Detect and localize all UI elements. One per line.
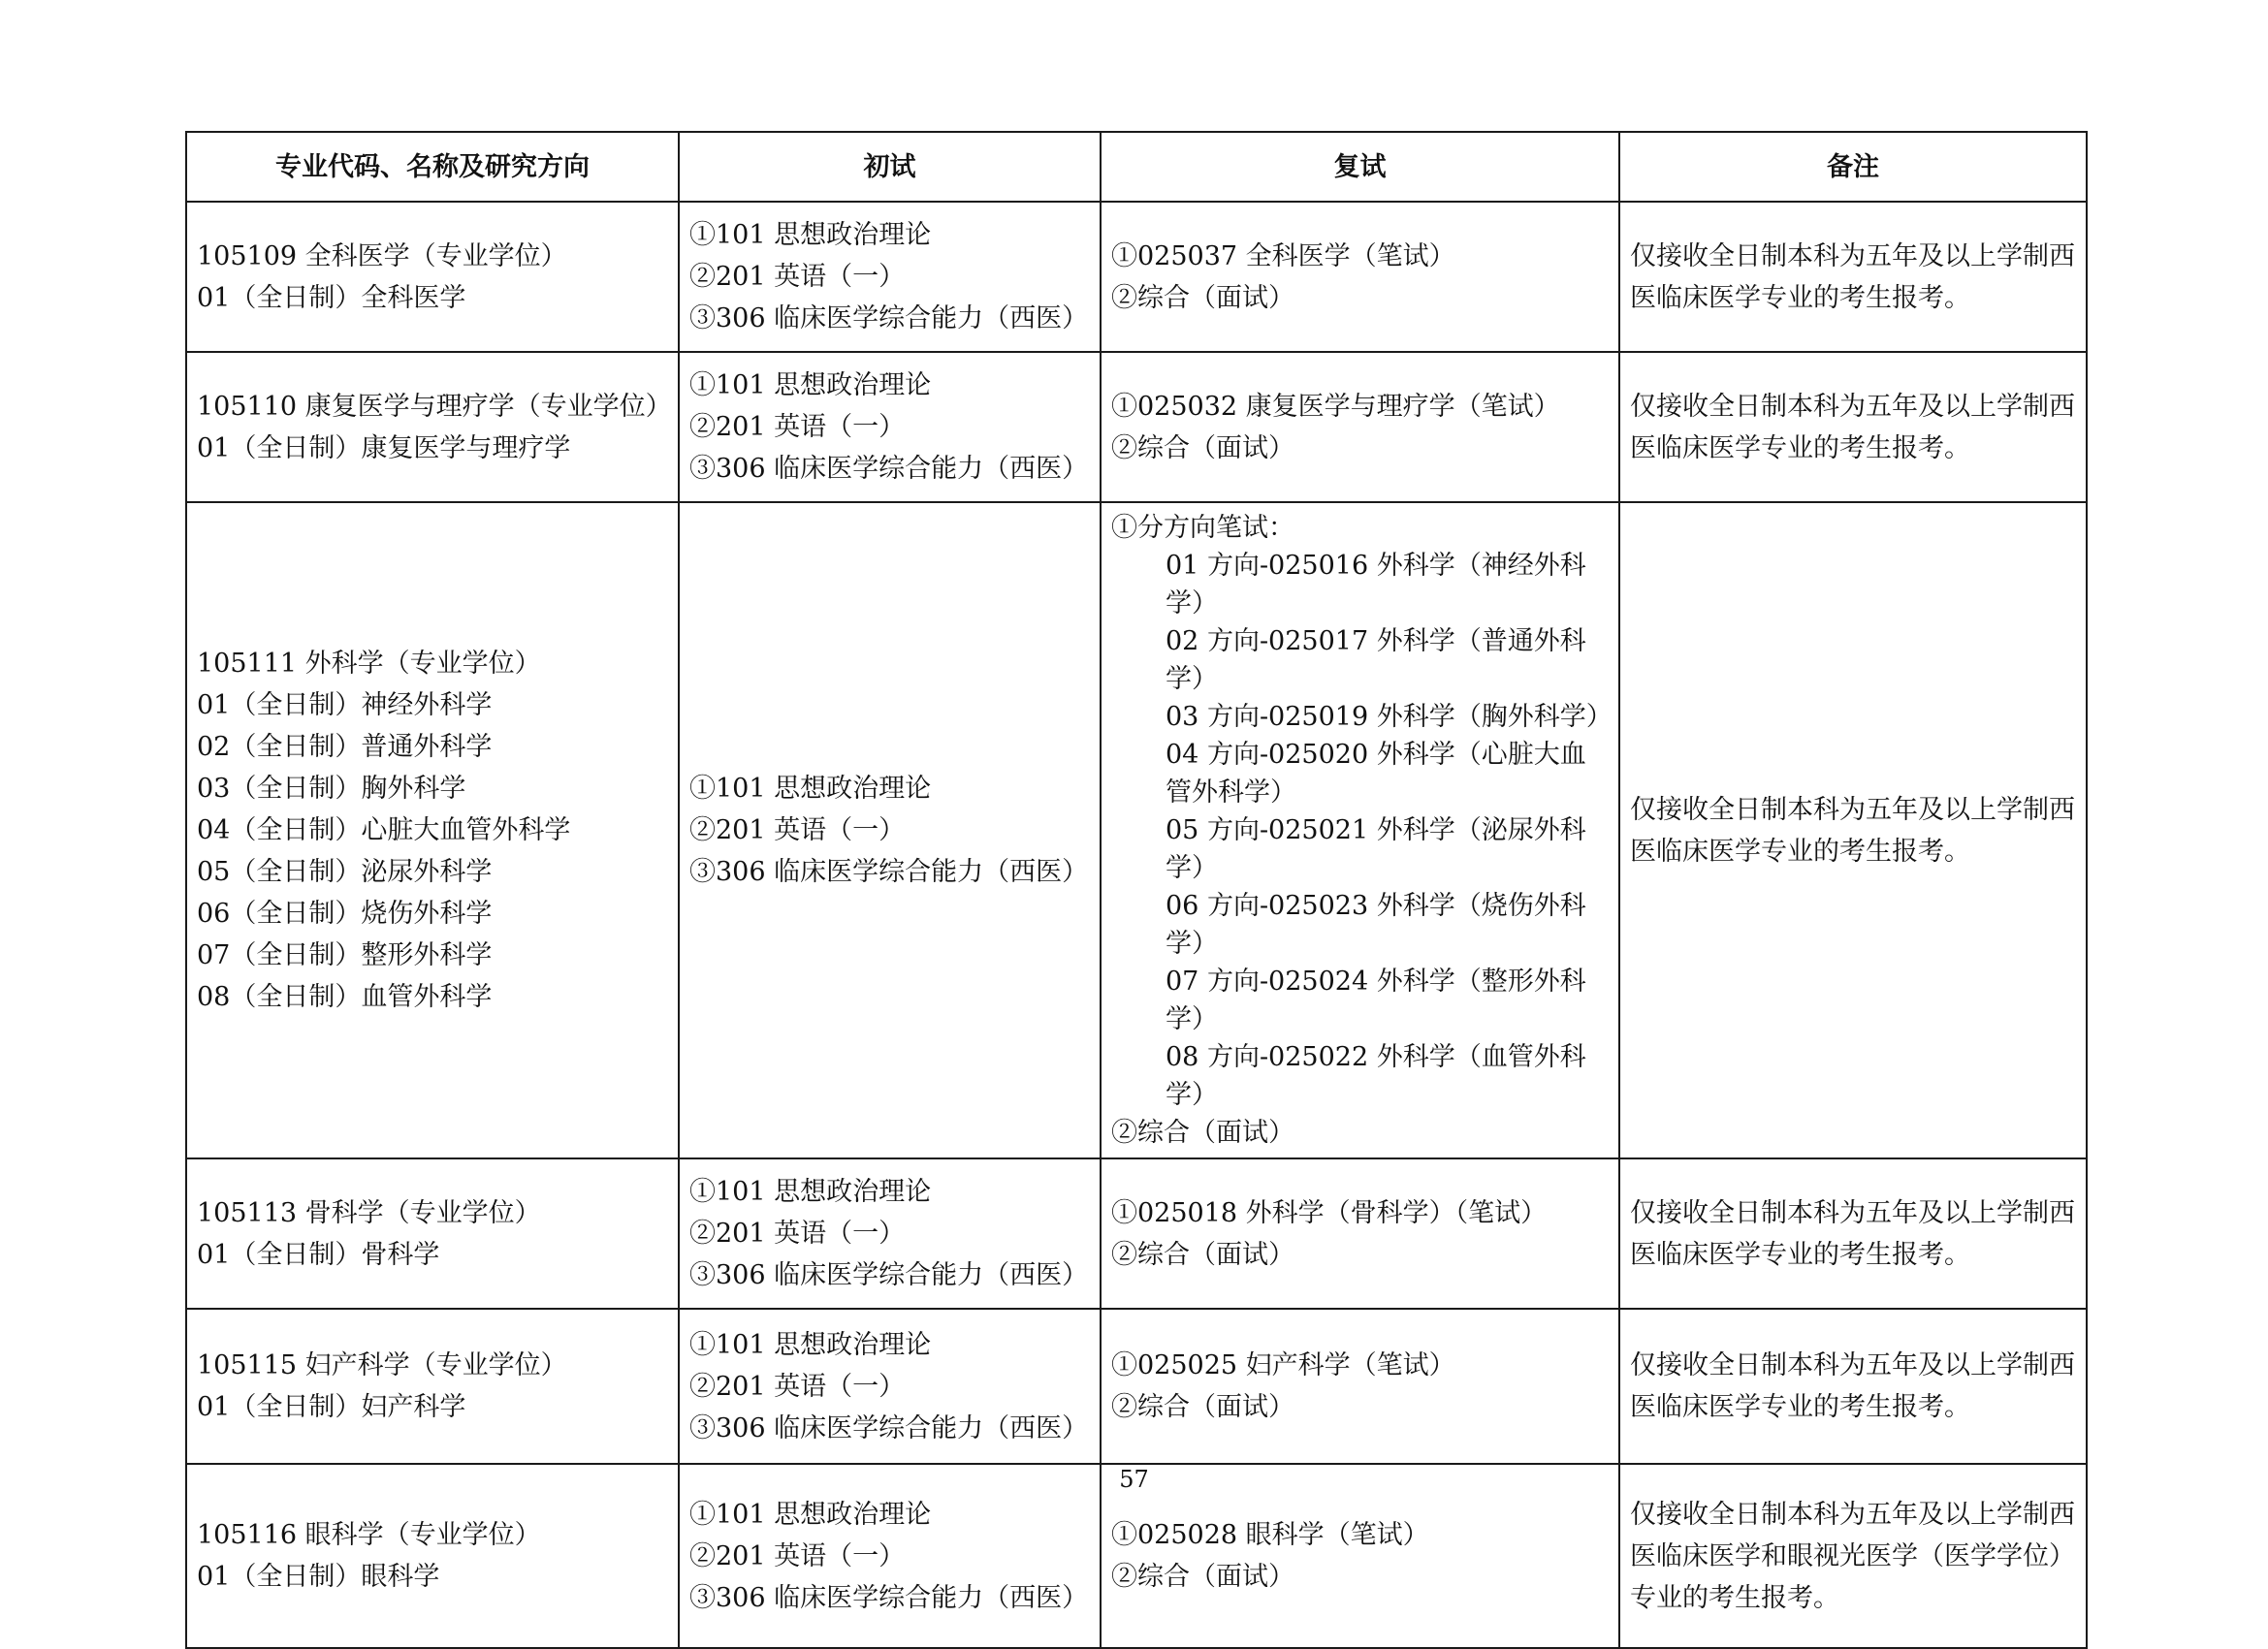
table-row [186,1309,2087,1464]
retest-cell [1101,1309,1619,1464]
major-title [197,236,668,277]
direction-item: 07（全日制）整形外科学 [197,940,493,970]
major-cell [186,202,679,352]
direction-item: 01（全日制）全科医学 [197,282,466,313]
retest-direction-item: 01 方向-025016 外科学（神经外科学） [1166,551,1586,618]
retest-direction-item: 07 方向-025024 外科学（整形外科学） [1166,967,1586,1034]
major-code: 105110 [197,391,298,422]
note-cell: 仅接收全日制本科为五年及以上学制西医临床医学专业的考生报考。 [1619,202,2087,352]
major-title [197,643,668,684]
major-cell [186,1309,679,1464]
exam-item: ③306 临床医学综合能力（西医） [689,1260,1089,1290]
retest-item: ②综合（面试） [1111,1562,1294,1592]
admission-table [185,131,2088,1649]
major-code: 105116 [197,1520,298,1550]
exam-cell [679,1158,1101,1309]
retest-item: ①025037 全科医学（笔试） [1111,240,1455,271]
major-title [197,1514,668,1556]
retest-item: ②综合（面试） [1111,1239,1294,1270]
retest-item: ②综合（面试） [1111,282,1294,313]
major-name: 骨科学（专业学位） [304,1197,541,1228]
note-cell: 仅接收全日制本科为五年及以上学制西医临床医学专业的考生报考。 [1619,1158,2087,1309]
major-cell [186,1158,679,1309]
direction-item: 03（全日制）胸外科学 [197,774,466,804]
exam-item: ②201 英语（一） [689,1371,906,1402]
major-name: 眼科学（专业学位） [304,1520,541,1550]
header-retest: 复试 [1101,132,1619,202]
exam-item: ③306 临床医学综合能力（西医） [689,1582,1089,1613]
retest-item: ①025025 妇产科学（笔试） [1111,1350,1455,1380]
exam-item: ②201 英语（一） [689,815,906,845]
major-cell [186,352,679,502]
retest-item: ①025032 康复医学与理疗学（笔试） [1111,391,1560,422]
retest-item: ②综合（面试） [1111,432,1294,463]
retest-direction-item: 03 方向-025019 外科学（胸外科学） [1166,702,1613,732]
exam-item: ②201 英语（一） [689,412,906,442]
exam-item: ③306 临床医学综合能力（西医） [689,454,1089,484]
page-number: 57 [1119,1466,1149,1493]
major-title [197,1345,668,1386]
retest-item: ①025018 外科学（骨科学）（笔试） [1111,1197,1548,1228]
header-row [186,132,2087,202]
major-name: 康复医学与理疗学（专业学位） [304,391,672,422]
major-code: 105111 [197,649,298,679]
exam-item: ①101 思想政治理论 [689,1499,932,1530]
direction-item: 01（全日制）眼科学 [197,1562,440,1592]
exam-item: ②201 英语（一） [689,262,906,292]
exam-cell [679,202,1101,352]
retest-cell [1101,202,1619,352]
retest-direction-item: 06 方向-025023 外科学（烧伤外科学） [1166,891,1586,959]
table-row [186,1158,2087,1309]
exam-cell [679,352,1101,502]
major-name: 妇产科学（专业学位） [304,1350,567,1380]
direction-item: 04（全日制）心脏大血管外科学 [197,815,571,845]
major-code: 105113 [197,1197,298,1228]
direction-item: 01（全日制）骨科学 [197,1239,440,1270]
exam-item: ③306 临床医学综合能力（西医） [689,303,1089,333]
retest-direction-item: 05 方向-025021 外科学（泌尿外科学） [1166,815,1586,883]
major-name: 外科学（专业学位） [304,649,541,679]
table-row [186,502,2087,1158]
exam-item: ①101 思想政治理论 [689,1177,932,1207]
exam-item: ③306 临床医学综合能力（西医） [689,857,1089,887]
table-row [186,352,2087,502]
major-cell [186,502,679,1158]
major-code: 105115 [197,1350,298,1380]
exam-item: ②201 英语（一） [689,1219,906,1249]
exam-item: ①101 思想政治理论 [689,1329,932,1360]
table-row [186,202,2087,352]
major-code: 105109 [197,240,298,271]
exam-item: ①101 思想政治理论 [689,774,932,804]
retest-cell [1101,352,1619,502]
retest-direction-list [1111,547,1613,1114]
major-title [197,1192,668,1234]
header-exam: 初试 [679,132,1101,202]
retest-item: ②综合（面试） [1111,1392,1294,1422]
retest-cell [1101,502,1619,1158]
retest-written-heading: ①分方向笔试： [1111,513,1294,543]
major-title [197,386,672,428]
exam-cell [679,502,1101,1158]
direction-item: 01（全日制）康复医学与理疗学 [197,432,571,463]
exam-cell [679,1309,1101,1464]
retest-item: ①025028 眼科学（笔试） [1111,1520,1429,1550]
header-major: 专业代码、名称及研究方向 [186,132,679,202]
direction-item: 01（全日制）妇产科学 [197,1392,466,1422]
retest-direction-item: 02 方向-025017 外科学（普通外科学） [1166,626,1586,694]
direction-item: 05（全日制）泌尿外科学 [197,857,493,887]
direction-item: 08（全日制）血管外科学 [197,982,493,1012]
exam-item: ③306 临床医学综合能力（西医） [689,1412,1089,1443]
retest-item: ②综合（面试） [1111,1118,1294,1148]
exam-item: ①101 思想政治理论 [689,370,932,400]
direction-item: 02（全日制）普通外科学 [197,732,493,762]
direction-item: 01（全日制）神经外科学 [197,690,493,720]
retest-cell [1101,1158,1619,1309]
direction-item: 06（全日制）烧伤外科学 [197,899,493,929]
note-cell: 仅接收全日制本科为五年及以上学制西医临床医学专业的考生报考。 [1619,1309,2087,1464]
note-cell: 仅接收全日制本科为五年及以上学制西医临床医学专业的考生报考。 [1619,502,2087,1158]
major-name: 全科医学（专业学位） [304,240,567,271]
exam-item: ②201 英语（一） [689,1540,906,1571]
retest-direction-item: 08 方向-025022 外科学（血管外科学） [1166,1042,1586,1110]
header-note: 备注 [1619,132,2087,202]
note-cell: 仅接收全日制本科为五年及以上学制西医临床医学和眼视光医学（医学学位）专业的考生报考。 [1619,1464,2087,1648]
note-cell: 仅接收全日制本科为五年及以上学制西医临床医学专业的考生报考。 [1619,352,2087,502]
exam-item: ①101 思想政治理论 [689,220,932,250]
retest-direction-item: 04 方向-025020 外科学（心脏大血管外科学） [1166,740,1586,808]
